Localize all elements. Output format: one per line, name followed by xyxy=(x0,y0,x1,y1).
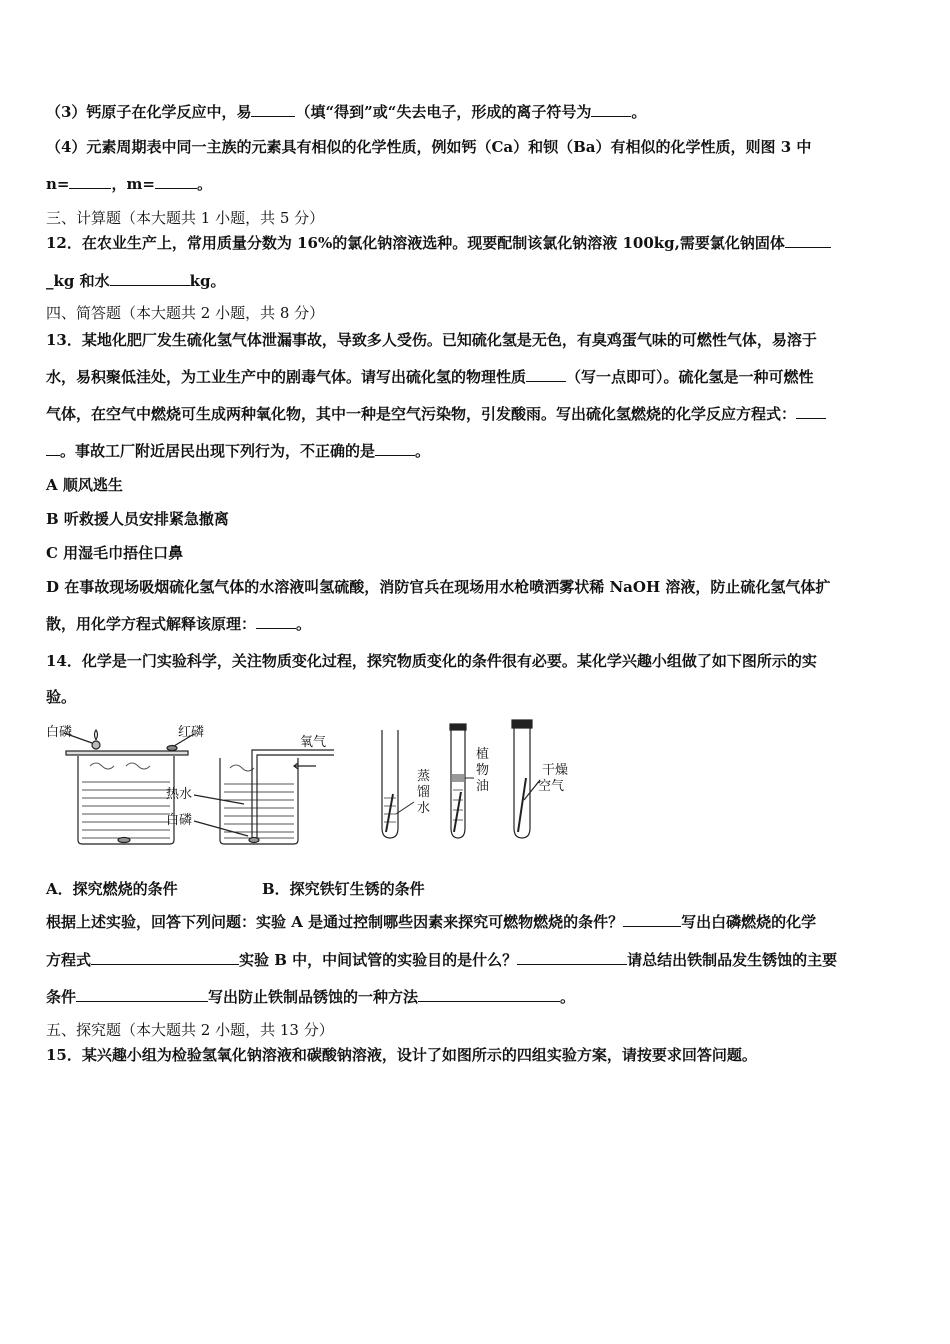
option-a: A 顺风逃生 xyxy=(46,476,123,494)
leader-line xyxy=(194,821,248,836)
text: kg。 xyxy=(189,272,226,290)
oxygen-tube xyxy=(252,750,334,842)
q11-part4: （4）元素周期表中同一主族的元素具有相似的化学性质，例如钙（Ca）和钡（Ba）有相似的化学性质，则图 3 中 xyxy=(46,138,812,156)
text: _kg 和水 xyxy=(46,272,110,290)
text: 。 xyxy=(415,442,431,460)
label-distilled-water-3: 水 xyxy=(417,801,431,816)
water-lines xyxy=(82,763,170,838)
text: n= xyxy=(46,175,70,193)
q14-line4 xyxy=(46,950,837,970)
text: 写出防止铁制品锈蚀的一种方法 xyxy=(208,988,419,1006)
answer-blank[interactable] xyxy=(110,271,190,286)
label-oxygen: 氧气 xyxy=(300,735,327,750)
answer-blank[interactable] xyxy=(785,233,831,248)
stopper xyxy=(450,724,466,730)
text: 12．在农业生产上，常用质量分数为 16%的氯化钠溶液选种。现要配制该氯化钠溶液 100kg,需要氯化钠固体 xyxy=(46,234,785,252)
label-veg-oil-3: 油 xyxy=(476,779,490,794)
figure-caption-a: A．探究燃烧的条件 xyxy=(46,880,178,898)
label-veg-oil-1: 植 xyxy=(476,747,490,762)
text: 水，易积聚低洼处，为工业生产中的剧毒气体。请写出硫化氢的物理性质 xyxy=(46,368,527,386)
answer-blank[interactable] xyxy=(418,987,560,1002)
figure-caption-b: B．探究铁钉生锈的条件 xyxy=(262,880,425,898)
q14-line1: 14．化学是一门实验科学，关注物质变化过程，探究物质变化的条件很有必要。某化学兴趣小组做了如下图所示的实 xyxy=(46,652,817,670)
q13-line3 xyxy=(46,404,826,424)
option-d-line1: D 在事故现场吸烟硫化氢气体的水溶液叫氢硫酸，消防官兵在现场用水枪喷洒雾状稀 NaOH 溶液，防止硫化氢气体扩 xyxy=(46,578,831,596)
text: 根据上述实验，回答下列问题：实验 A 是通过控制哪些因素来探究可燃物燃烧的条件？ xyxy=(46,913,624,931)
answer-blank-m[interactable] xyxy=(155,174,197,189)
copper-plate xyxy=(66,751,188,755)
test-tube-2 xyxy=(451,730,465,838)
text: 写出白磷燃烧的化学 xyxy=(681,913,817,931)
answer-blank[interactable] xyxy=(591,102,631,117)
section-heading-5: 五、探究题（本大题共 2 小题，共 13 分） xyxy=(46,1021,334,1039)
red-phosphorus xyxy=(167,746,177,751)
experiment-figure xyxy=(44,718,569,848)
q12-line1 xyxy=(46,233,831,253)
label-white-phosphorus-2: 白磷 xyxy=(166,813,193,828)
text: （写一点即可）。硫化氢是一种可燃性 xyxy=(566,368,814,386)
text: 。事故工厂附近居民出现下列行为，不正确的是 xyxy=(60,442,376,460)
text: （填“得到”或“失去电子，形成的离子符号为 xyxy=(295,103,592,121)
answer-blank[interactable] xyxy=(375,441,415,456)
label-white-phosphorus: 白磷 xyxy=(46,725,73,740)
q13-line4 xyxy=(46,441,430,461)
white-phosphorus-2 xyxy=(249,838,259,843)
label-dry-air-2: 空气 xyxy=(538,779,565,794)
q14-line5 xyxy=(46,987,575,1007)
text: 。 xyxy=(196,175,212,193)
q14-line3 xyxy=(46,912,816,932)
answer-blank[interactable] xyxy=(76,987,208,1002)
text: 。 xyxy=(631,103,647,121)
answer-blank[interactable] xyxy=(251,102,295,117)
text: ，m= xyxy=(111,175,155,193)
option-c: C 用湿毛巾捂住口鼻 xyxy=(46,544,184,562)
test-tube-3 xyxy=(514,728,530,838)
option-b: B 听救援人员安排紧急撤离 xyxy=(46,510,229,528)
label-distilled-water-2: 馏 xyxy=(417,785,431,800)
flame-icon xyxy=(95,730,98,740)
beaker-1 xyxy=(78,756,174,844)
answer-blank-n[interactable] xyxy=(69,174,111,189)
stopper xyxy=(512,720,532,728)
text: 。 xyxy=(296,615,312,633)
section-heading-4: 四、简答题（本大题共 2 小题，共 8 分） xyxy=(46,304,325,322)
label-dry-air-1: 干燥 xyxy=(542,763,569,778)
iron-nail xyxy=(518,778,526,832)
text: 气体，在空气中燃烧可生成两种氧化物，其中一种是空气污染物，引发酸雨。写出硫化氢燃烧的化学反应方程式： xyxy=(46,405,797,423)
q13-line2 xyxy=(46,367,814,387)
answer-blank[interactable] xyxy=(256,614,296,629)
text: 实验 B 中，中间试管的实验目的是什么？ xyxy=(239,951,518,969)
text: 请总结出铁制品发生锈蚀的主要 xyxy=(627,951,838,969)
label-red-phosphorus: 红磷 xyxy=(178,725,205,740)
iron-nail xyxy=(454,792,461,832)
white-phosphorus-lid xyxy=(92,741,100,749)
label-veg-oil-2: 物 xyxy=(476,763,490,778)
answer-blank[interactable] xyxy=(623,912,681,927)
label-hot-water: 热水 xyxy=(166,787,193,802)
answer-blank[interactable] xyxy=(46,441,60,456)
q13-line1: 13．某地化肥厂发生硫化氢气体泄漏事故，导致多人受伤。已知硫化氢是无色，有臭鸡蛋气味的可燃性气体，易溶于 xyxy=(46,331,817,349)
option-d-line2 xyxy=(46,614,311,634)
text: 散，用化学方程式解释该原理： xyxy=(46,615,257,633)
label-distilled-water-1: 蒸 xyxy=(417,769,431,784)
q15-line1: 15．某兴趣小组为检验氢氧化钠溶液和碳酸钠溶液，设计了如图所示的四组实验方案，请按要求回答问题。 xyxy=(46,1046,757,1064)
text: 方程式 xyxy=(46,951,92,969)
water-lines xyxy=(224,765,294,838)
q11-part3 xyxy=(46,102,646,122)
oil-layer xyxy=(452,774,464,782)
answer-blank[interactable] xyxy=(517,950,627,965)
q11-part4-answers xyxy=(46,174,212,194)
q14-line2: 验。 xyxy=(46,688,77,706)
answer-blank[interactable] xyxy=(796,404,826,419)
answer-blank[interactable] xyxy=(91,950,239,965)
answer-blank[interactable] xyxy=(526,367,566,382)
q12-line2 xyxy=(46,271,226,291)
section-heading-3: 三、计算题（本大题共 1 小题，共 5 分） xyxy=(46,209,325,227)
iron-nail xyxy=(386,794,393,832)
white-phosphorus-water xyxy=(118,838,130,843)
text: 条件 xyxy=(46,988,77,1006)
text: 。 xyxy=(560,988,576,1006)
text: （3）钙原子在化学反应中，易 xyxy=(46,103,252,121)
